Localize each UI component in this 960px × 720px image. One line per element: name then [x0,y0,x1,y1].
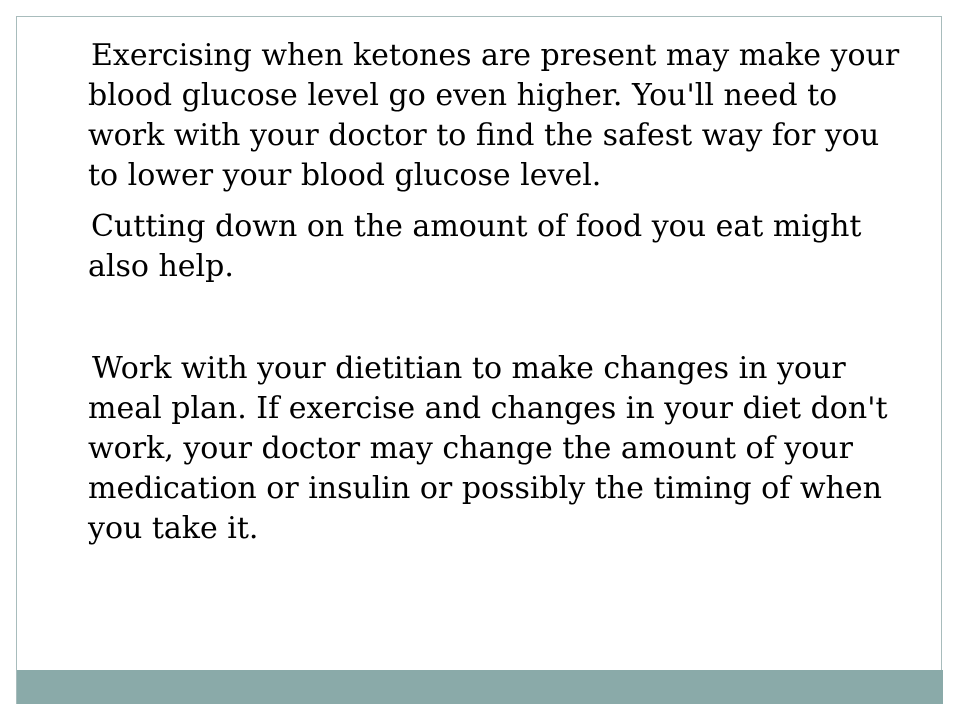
slide-body [88,36,918,549]
footer-bar [17,670,943,704]
paragraph-ketones-exercise: Exercising when ketones are present may make your blood glucose level go even higher. You'll need to work with your doctor to find the safest way for you to lower your blood glucose level. [88,38,900,193]
paragraph-cutting-food: Cutting down on the amount of food you eat might also help. [88,209,862,284]
paragraph-dietitian-medication: Work with your dietitian to make changes in your meal plan. If exercise and changes in your diet don't work, your doctor may change the amount of your medication or insulin or possibly the timing of when you take it. [88,351,888,546]
